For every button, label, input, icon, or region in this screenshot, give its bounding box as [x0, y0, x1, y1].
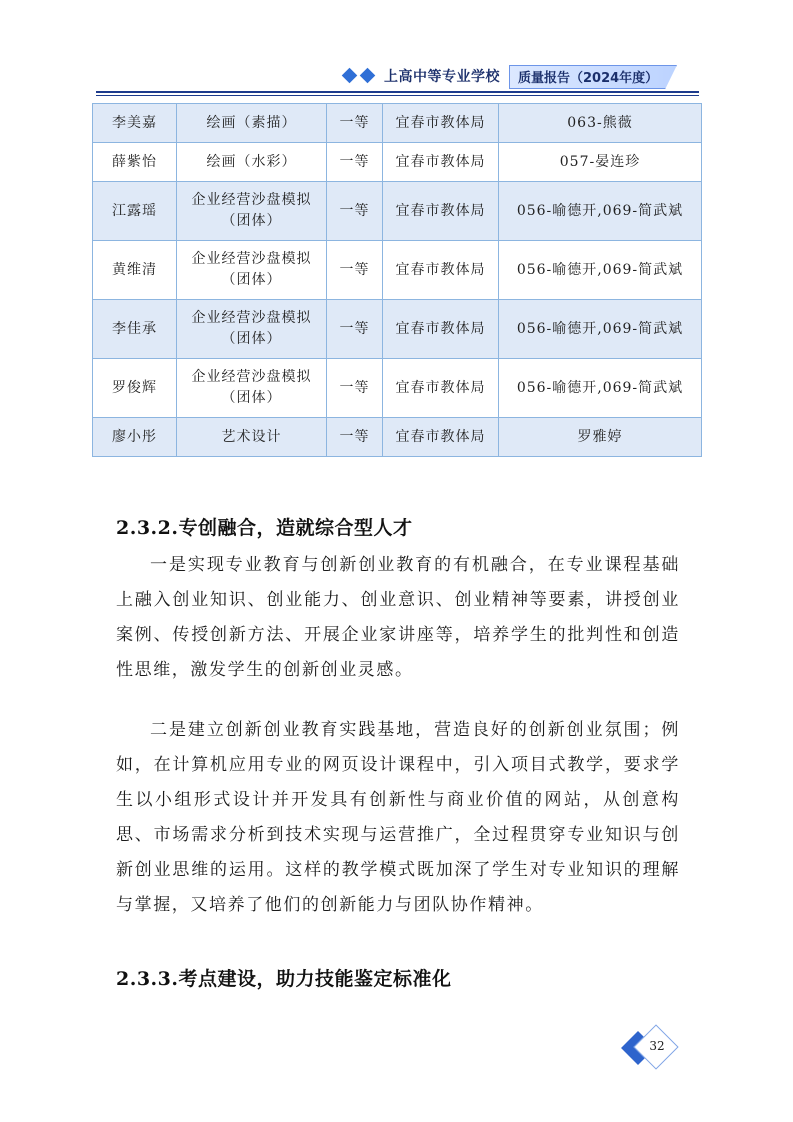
organizer-cell: 宜春市教体局 [383, 418, 499, 457]
page-header [0, 0, 793, 100]
school-name: 上高中等专业学校 [384, 69, 500, 85]
award-level-cell: 一等 [327, 241, 383, 300]
award-level-cell: 一等 [327, 182, 383, 241]
advisor-cell: 056-喻德开,069-简武斌 [499, 241, 702, 300]
body-paragraph: 二是建立创新创业教育实践基地，营造良好的创新创业氛围；例如，在计算机应用专业的网页设计课程中，引入项目式教学，要求学生以小组形式设计并开发具有创新性与商业价值的网站，从创意构思、市场需求分析到技术实现与运营推广，全过程贯穿专业知识与创新创业思维的运用。这样的教学模式既加深了学生对专业知识的理解与掌握，又培养了他们的创新能力与团队协作精神。 [116, 720, 680, 915]
organizer-cell: 宜春市教体局 [383, 104, 499, 143]
body-paragraph: 一是实现专业教育与创新创业教育的有机融合，在专业课程基础上融入创业知识、创业能力、创业意识、创业精神等要素，讲授创业案例、传授创新方法、开展企业家讲座等，培养学生的批判性和创造性思维，激发学生的创新创业灵感。 [116, 555, 680, 680]
advisor-cell: 056-喻德开,069-简武斌 [499, 182, 702, 241]
event-cell: 企业经营沙盘模拟（团体） [177, 182, 327, 241]
table-row [93, 300, 702, 359]
table-row [93, 418, 702, 457]
page-number: 32 [649, 1039, 665, 1053]
event-cell: 绘画（素描） [177, 104, 327, 143]
award-level-cell: 一等 [327, 359, 383, 418]
organizer-cell: 宜春市教体局 [383, 300, 499, 359]
organizer-cell: 宜春市教体局 [383, 359, 499, 418]
event-cell: 企业经营沙盘模拟（团体） [177, 300, 327, 359]
award-level-cell: 一等 [327, 104, 383, 143]
table-row [93, 143, 702, 182]
student-name-cell: 江露瑶 [93, 182, 177, 241]
table-row [93, 104, 702, 143]
student-name-cell: 罗俊辉 [93, 359, 177, 418]
organizer-cell: 宜春市教体局 [383, 182, 499, 241]
awards-table [92, 103, 702, 457]
advisor-cell: 056-喻德开,069-简武斌 [499, 300, 702, 359]
event-cell: 艺术设计 [177, 418, 327, 457]
event-cell: 绘画（水彩） [177, 143, 327, 182]
award-level-cell: 一等 [327, 300, 383, 359]
student-name-cell: 黄维清 [93, 241, 177, 300]
student-name-cell: 薛紫怡 [93, 143, 177, 182]
header-diamond-icon [342, 68, 358, 84]
table-row [93, 182, 702, 241]
event-cell: 企业经营沙盘模拟（团体） [177, 359, 327, 418]
student-name-cell: 廖小彤 [93, 418, 177, 457]
organizer-cell: 宜春市教体局 [383, 241, 499, 300]
section-heading-2-3-2: 2.3.2.专创融合，造就综合型人才 [116, 517, 413, 539]
header-diamond-icon [360, 68, 376, 84]
advisor-cell: 063-熊薇 [499, 104, 702, 143]
table-row [93, 359, 702, 418]
award-level-cell: 一等 [327, 143, 383, 182]
table-row [93, 241, 702, 300]
section-heading-2-3-3: 2.3.3.考点建设，助力技能鉴定标准化 [116, 968, 452, 990]
header-rule-thin [96, 95, 699, 96]
organizer-cell: 宜春市教体局 [383, 143, 499, 182]
advisor-cell: 056-喻德开,069-简武斌 [499, 359, 702, 418]
report-title: 质量报告（2024年度） [518, 71, 659, 86]
header-rule [96, 91, 699, 93]
advisor-cell: 057-晏连珍 [499, 143, 702, 182]
student-name-cell: 李佳承 [93, 300, 177, 359]
award-level-cell: 一等 [327, 418, 383, 457]
advisor-cell: 罗雅婷 [499, 418, 702, 457]
student-name-cell: 李美嘉 [93, 104, 177, 143]
event-cell: 企业经营沙盘模拟（团体） [177, 241, 327, 300]
